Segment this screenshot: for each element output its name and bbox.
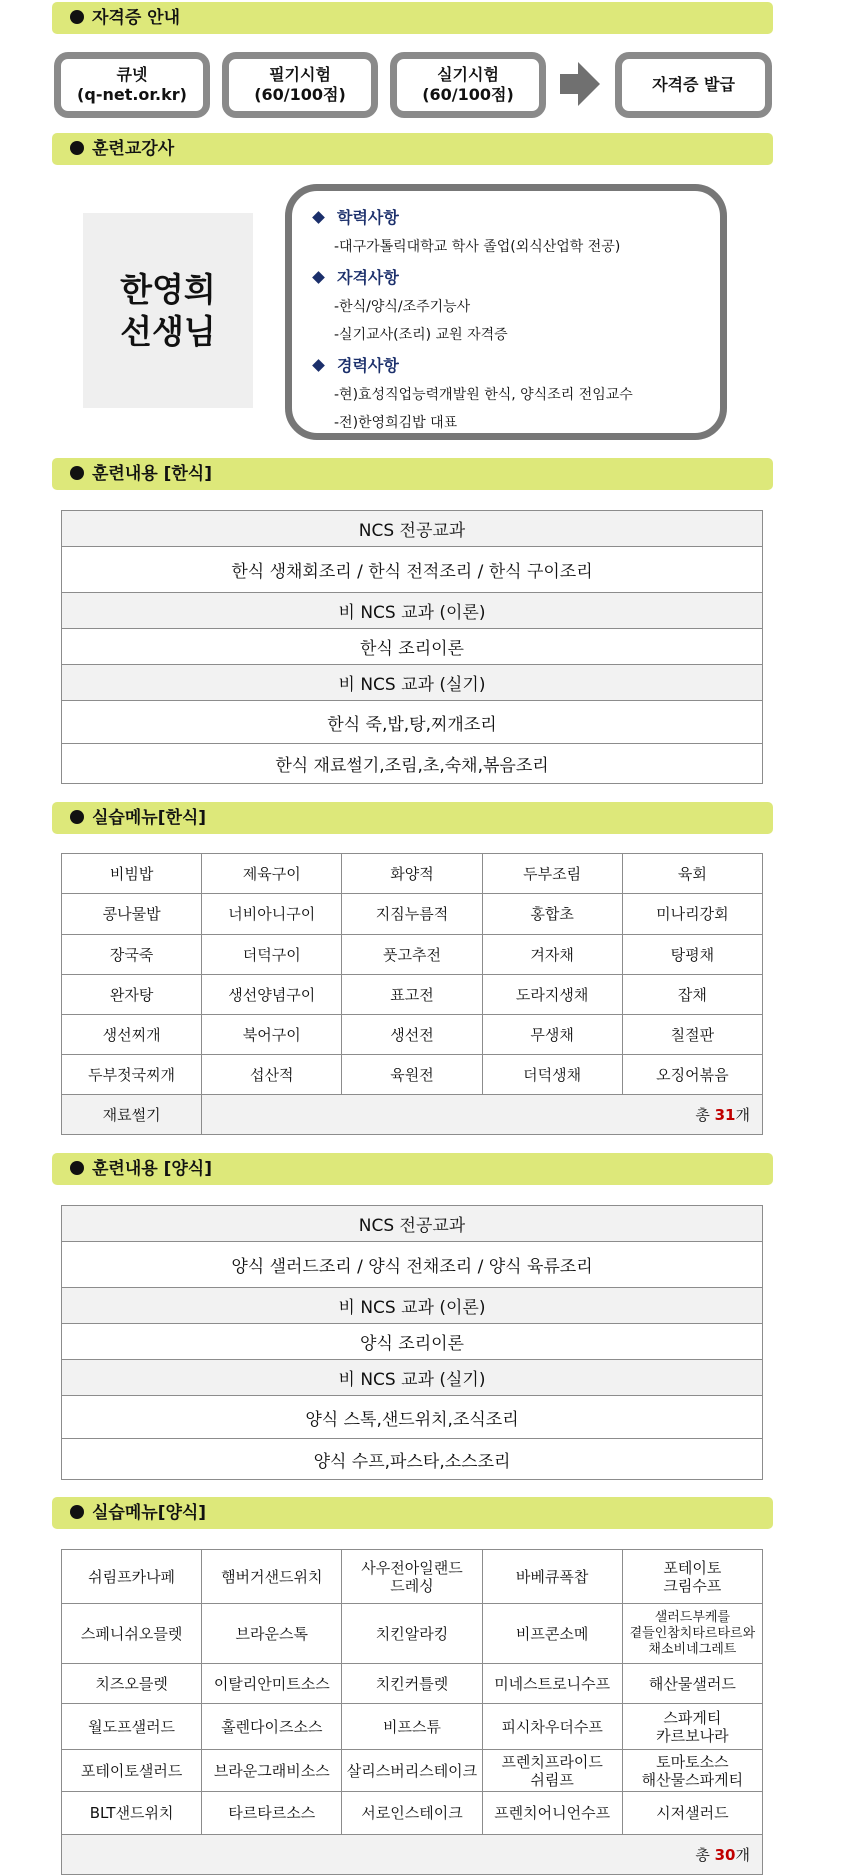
education-heading (314, 205, 720, 228)
section-title: 자격증 안내 (92, 8, 181, 28)
menu-item: 홍합초 (482, 894, 622, 935)
table-row (62, 511, 763, 547)
table-row (62, 1288, 763, 1324)
menu-item: 치킨알라킹 (342, 1604, 482, 1664)
menu-item: 두부젓국찌개 (62, 1055, 202, 1095)
menu-item: 쉬림프카나페 (62, 1550, 202, 1604)
table-row (62, 1439, 763, 1480)
menu-item: 브라운스톡 (202, 1604, 342, 1664)
menu-item: 살리스버리스테이크 (342, 1750, 482, 1792)
bullet-icon (70, 810, 84, 824)
career-item: -현)효성직업능력개발원 한식, 양식조리 전임교수 (334, 387, 633, 403)
menu-item: 콩나물밥 (62, 894, 202, 935)
menu-item: 오징어볶음 (622, 1055, 762, 1095)
table-row (62, 1095, 763, 1135)
total-suffix: 개 (735, 1845, 750, 1864)
menu-item: 완자탕 (62, 975, 202, 1015)
menu-item: 홀렌다이즈소스 (202, 1704, 342, 1750)
table-row (62, 894, 763, 935)
table-row (62, 1360, 763, 1396)
section-header-cert (52, 2, 773, 34)
cert-step-issue (615, 52, 772, 118)
menu-item: 시저샐러드 (622, 1792, 762, 1835)
bullet-icon (70, 10, 84, 24)
table-cell: 한식 재료썰기,조림,초,숙채,볶음조리 (62, 744, 763, 784)
western-menu-table (61, 1549, 763, 1875)
section-header-western-menu (52, 1497, 773, 1529)
menu-item: 화양적 (342, 854, 482, 894)
menu-item: 겨자채 (482, 935, 622, 975)
menu-item: 칠절판 (622, 1015, 762, 1055)
non-ncs-practice-header: 비 NCS 교과 (실기) (62, 1360, 763, 1396)
menu-item: 북어구이 (202, 1015, 342, 1055)
menu-item: 생선양념구이 (202, 975, 342, 1015)
section-title: 훈련내용 [한식] (92, 464, 212, 484)
menu-item: 육원전 (342, 1055, 482, 1095)
instructor-title: 선생님 (120, 311, 216, 351)
menu-item: 스파게티 카르보나라 (622, 1704, 762, 1750)
menu-item: 탕평채 (622, 935, 762, 975)
table-row (62, 1206, 763, 1242)
menu-item: 사우전아일랜드 드레싱 (342, 1550, 482, 1604)
table-cell: 양식 스톡,샌드위치,조식조리 (62, 1396, 763, 1439)
table-row (62, 1664, 763, 1704)
instructor-name: 한영희 (120, 269, 216, 309)
menu-item: 치킨커틀렛 (342, 1664, 482, 1704)
menu-item: 잡채 (622, 975, 762, 1015)
instructor-profile (285, 184, 727, 440)
total-count: 30 (714, 1845, 736, 1864)
education-item: -대구가톨릭대학교 학사 졸업(외식산업학 전공) (334, 239, 621, 255)
table-row (62, 935, 763, 975)
korean-content-table (61, 510, 763, 784)
non-ncs-theory-header: 비 NCS 교과 (이론) (62, 1288, 763, 1324)
section-title: 실습메뉴[양식] (92, 1503, 207, 1523)
menu-item: 너비아니구이 (202, 894, 342, 935)
table-cell: 한식 생채회조리 / 한식 전적조리 / 한식 구이조리 (62, 547, 763, 593)
menu-item: 포테이토 크림수프 (622, 1550, 762, 1604)
table-row (62, 1055, 763, 1095)
menu-item: 치즈오믈렛 (62, 1664, 202, 1704)
menu-item: 포테이토샐러드 (62, 1750, 202, 1792)
menu-item: 프렌치프라이드 쉬림프 (482, 1750, 622, 1792)
non-ncs-practice-header: 비 NCS 교과 (실기) (62, 665, 763, 701)
table-row (62, 1750, 763, 1792)
menu-item: 미네스트로니수프 (482, 1664, 622, 1704)
menu-item: 무생채 (482, 1015, 622, 1055)
heading-label: 경력사항 (337, 356, 399, 375)
section-header-korean-content (52, 458, 773, 490)
ncs-major-header: NCS 전공교과 (62, 511, 763, 547)
step-title: 자격증 발급 (652, 75, 735, 94)
section-title: 실습메뉴[한식] (92, 808, 207, 828)
table-row (62, 1396, 763, 1439)
menu-item: 프렌치어니언수프 (482, 1792, 622, 1835)
instructor-name-card (83, 213, 253, 408)
table-row (62, 1792, 763, 1835)
bullet-icon (70, 466, 84, 480)
step-detail: (q-net.or.kr) (77, 85, 187, 104)
arrow-right-icon (560, 62, 600, 106)
menu-item: 두부조림 (482, 854, 622, 894)
menu-item: 비빔밥 (62, 854, 202, 894)
step-title: 필기시험 (269, 65, 331, 84)
menu-item: 바베큐폭찹 (482, 1550, 622, 1604)
career-item: -전)한영희김밥 대표 (334, 415, 458, 431)
step-title: 큐넷 (116, 65, 148, 84)
menu-item: 더덕구이 (202, 935, 342, 975)
cert-step-qnet (54, 52, 210, 118)
table-row (62, 975, 763, 1015)
section-header-korean-menu (52, 802, 773, 834)
table-row (62, 547, 763, 593)
table-row (62, 1242, 763, 1288)
menu-item: 토마토소스 해산물스파게티 (622, 1750, 762, 1792)
heading-label: 자격사항 (337, 268, 399, 287)
menu-item: 피시차우더수프 (482, 1704, 622, 1750)
section-header-instructor (52, 133, 773, 165)
total-count: 31 (714, 1105, 736, 1124)
menu-item: 브라운그래비소스 (202, 1750, 342, 1792)
bullet-icon (70, 1505, 84, 1519)
table-row (62, 593, 763, 629)
menu-item: 샐러드부케를 곁들인참치타르타르와 채소비네그레트 (622, 1604, 762, 1664)
table-row (62, 1550, 763, 1604)
certification-heading (314, 265, 720, 288)
menu-item: 육회 (622, 854, 762, 894)
table-row (62, 1324, 763, 1360)
table-row (62, 1015, 763, 1055)
bullet-icon (70, 1161, 84, 1175)
certification-item: -실기교사(조리) 교원 자격증 (334, 327, 508, 343)
menu-item: BLT샌드위치 (62, 1792, 202, 1835)
menu-item: 표고전 (342, 975, 482, 1015)
section-header-western-content (52, 1153, 773, 1185)
step-detail: (60/100점) (422, 85, 514, 104)
menu-item: 더덕생채 (482, 1055, 622, 1095)
ncs-major-header: NCS 전공교과 (62, 1206, 763, 1242)
table-row (62, 1604, 763, 1664)
career-heading (314, 353, 720, 376)
table-row (62, 629, 763, 665)
table-cell: 한식 조리이론 (62, 629, 763, 665)
cert-step-practical (390, 52, 546, 118)
table-row (62, 665, 763, 701)
western-content-table (61, 1205, 763, 1480)
menu-item: 도라지생채 (482, 975, 622, 1015)
menu-item: 섭산적 (202, 1055, 342, 1095)
certification-item: -한식/양식/조주기능사 (334, 299, 471, 315)
menu-item: 미나리강회 (622, 894, 762, 935)
menu-item: 장국죽 (62, 935, 202, 975)
heading-label: 학력사항 (337, 208, 399, 227)
diamond-bullet-icon (312, 271, 325, 284)
total-prefix: 총 (695, 1845, 715, 1864)
table-row (62, 701, 763, 744)
menu-item: 스페니쉬오믈렛 (62, 1604, 202, 1664)
section-title: 훈련내용 [양식] (92, 1159, 212, 1179)
diamond-bullet-icon (312, 359, 325, 372)
menu-item: 월도프샐러드 (62, 1704, 202, 1750)
diamond-bullet-icon (312, 211, 325, 224)
menu-item: 이탈리안미트소스 (202, 1664, 342, 1704)
table-row (62, 1704, 763, 1750)
section-title: 훈련교강사 (92, 139, 175, 159)
menu-item: 재료썰기 (62, 1095, 202, 1135)
non-ncs-theory-header: 비 NCS 교과 (이론) (62, 593, 763, 629)
bullet-icon (70, 141, 84, 155)
korean-menu-table (61, 853, 763, 1135)
menu-item: 해산물샐러드 (622, 1664, 762, 1704)
table-cell: 양식 샐러드조리 / 양식 전채조리 / 양식 육류조리 (62, 1242, 763, 1288)
menu-item: 제육구이 (202, 854, 342, 894)
cert-step-written (222, 52, 378, 118)
step-title: 실기시험 (437, 65, 499, 84)
menu-item: 서로인스테이크 (342, 1792, 482, 1835)
table-cell: 양식 조리이론 (62, 1324, 763, 1360)
table-cell: 한식 죽,밥,탕,찌개조리 (62, 701, 763, 744)
menu-item: 햄버거샌드위치 (202, 1550, 342, 1604)
menu-total (62, 1835, 763, 1875)
table-row (62, 744, 763, 784)
menu-total (202, 1095, 763, 1135)
menu-item: 생선전 (342, 1015, 482, 1055)
total-suffix: 개 (735, 1105, 750, 1124)
table-row (62, 854, 763, 894)
total-prefix: 총 (695, 1105, 715, 1124)
step-detail: (60/100점) (254, 85, 346, 104)
menu-item: 생선찌개 (62, 1015, 202, 1055)
table-cell: 양식 수프,파스타,소스조리 (62, 1439, 763, 1480)
menu-item: 타르타르소스 (202, 1792, 342, 1835)
menu-item: 비프콘소메 (482, 1604, 622, 1664)
menu-item: 풋고추전 (342, 935, 482, 975)
menu-item: 비프스튜 (342, 1704, 482, 1750)
table-row (62, 1835, 763, 1875)
menu-item: 지짐누름적 (342, 894, 482, 935)
